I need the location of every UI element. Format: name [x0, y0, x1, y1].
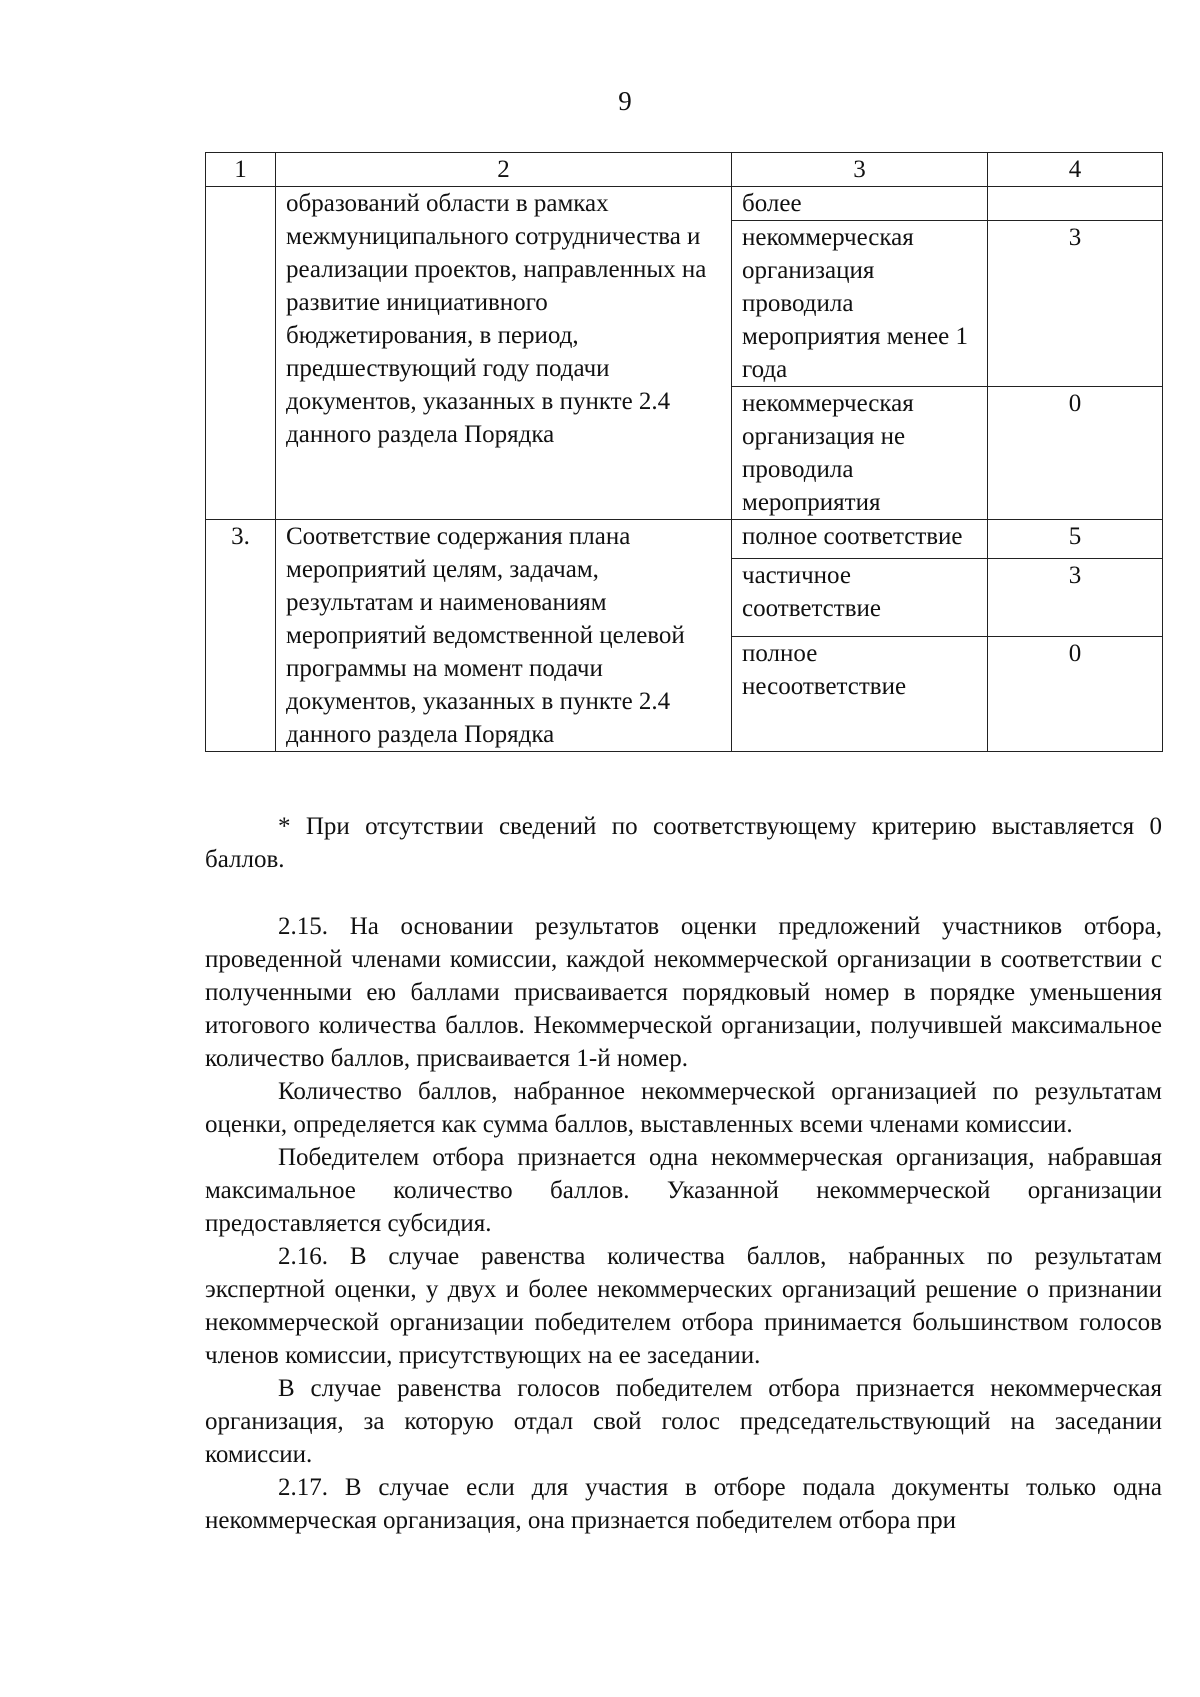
score-cell: 0 — [988, 387, 1163, 520]
table-row — [206, 520, 1163, 559]
option-cell: некоммерческая организация не проводила мероприятия — [732, 387, 988, 520]
footnote — [205, 810, 1162, 876]
option-cell: более — [732, 187, 988, 221]
option-cell: полное несоответствие — [732, 637, 988, 752]
paragraph: 2.17. В случае если для участия в отборе подала документы только одна некоммерческая организация, она признается победителем отбора при — [205, 1474, 1162, 1534]
row-number-cell — [206, 187, 276, 520]
page-number: 9 — [618, 86, 632, 116]
header-cell-1: 1 — [206, 153, 276, 187]
criterion-cell: Соответствие содержания плана мероприятий целям, задачам, результатам и наименованиям мероприятий ведомственной целевой программы на момент подачи документов, указанных в пункте 2.4 данного раздела Порядка — [276, 520, 732, 752]
body-text — [205, 910, 1162, 1537]
table-header-row — [206, 153, 1163, 187]
criterion-cell: образований области в рамках межмуниципального сотрудничества и реализации проектов, направленных на развитие инициативного бюджетирования, в период, предшествующий году подачи документов, указанных в пункте 2.4 данного раздела Порядка — [276, 187, 732, 520]
criteria-table — [205, 152, 1163, 752]
option-cell: некоммерческая организация проводила мероприятия менее 1 года — [732, 221, 988, 387]
paragraph: Количество баллов, набранное некоммерческой организацией по результатам оценки, определяется как сумма баллов, выставленных всеми членами комиссии. — [205, 1078, 1162, 1138]
header-cell-3: 3 — [732, 153, 988, 187]
row-number-cell: 3. — [206, 520, 276, 752]
footnote-text: * При отсутствии сведений по соответствующему критерию выставляется 0 баллов. — [205, 813, 1162, 873]
paragraph: Победителем отбора признается одна некоммерческая организация, набравшая максимальное количество баллов. Указанной некоммерческой организации предоставляется субсидия. — [205, 1144, 1162, 1237]
paragraph: 2.15. На основании результатов оценки предложений участников отбора, проведенной членами комиссии, каждой некоммерческой организации в соответствии с полученными ею баллами присваивается порядковый номер в порядке уменьшения итогового количества баллов. Некоммерческой организации, получившей максимальное количество баллов, присваивается 1-й номер. — [205, 913, 1162, 1072]
paragraph: 2.16. В случае равенства количества баллов, набранных по результатам экспертной оценки, у двух и более некоммерческих организаций решение о признании некоммерческой организации победителем отбора принимается большинством голосов членов комиссии, присутствующих на ее заседании. — [205, 1243, 1162, 1369]
header-cell-2: 2 — [276, 153, 732, 187]
score-cell: 5 — [988, 520, 1163, 559]
score-cell: 0 — [988, 637, 1163, 752]
score-cell: 3 — [988, 221, 1163, 387]
table-row — [206, 187, 1163, 221]
header-cell-4: 4 — [988, 153, 1163, 187]
score-cell: 3 — [988, 559, 1163, 637]
option-cell: полное соответствие — [732, 520, 988, 559]
paragraph: В случае равенства голосов победителем отбора признается некоммерческая организация, за которую отдал свой голос председательствующий на заседании комиссии. — [205, 1375, 1162, 1468]
score-cell — [988, 187, 1163, 221]
option-cell: частичное соответствие — [732, 559, 988, 637]
